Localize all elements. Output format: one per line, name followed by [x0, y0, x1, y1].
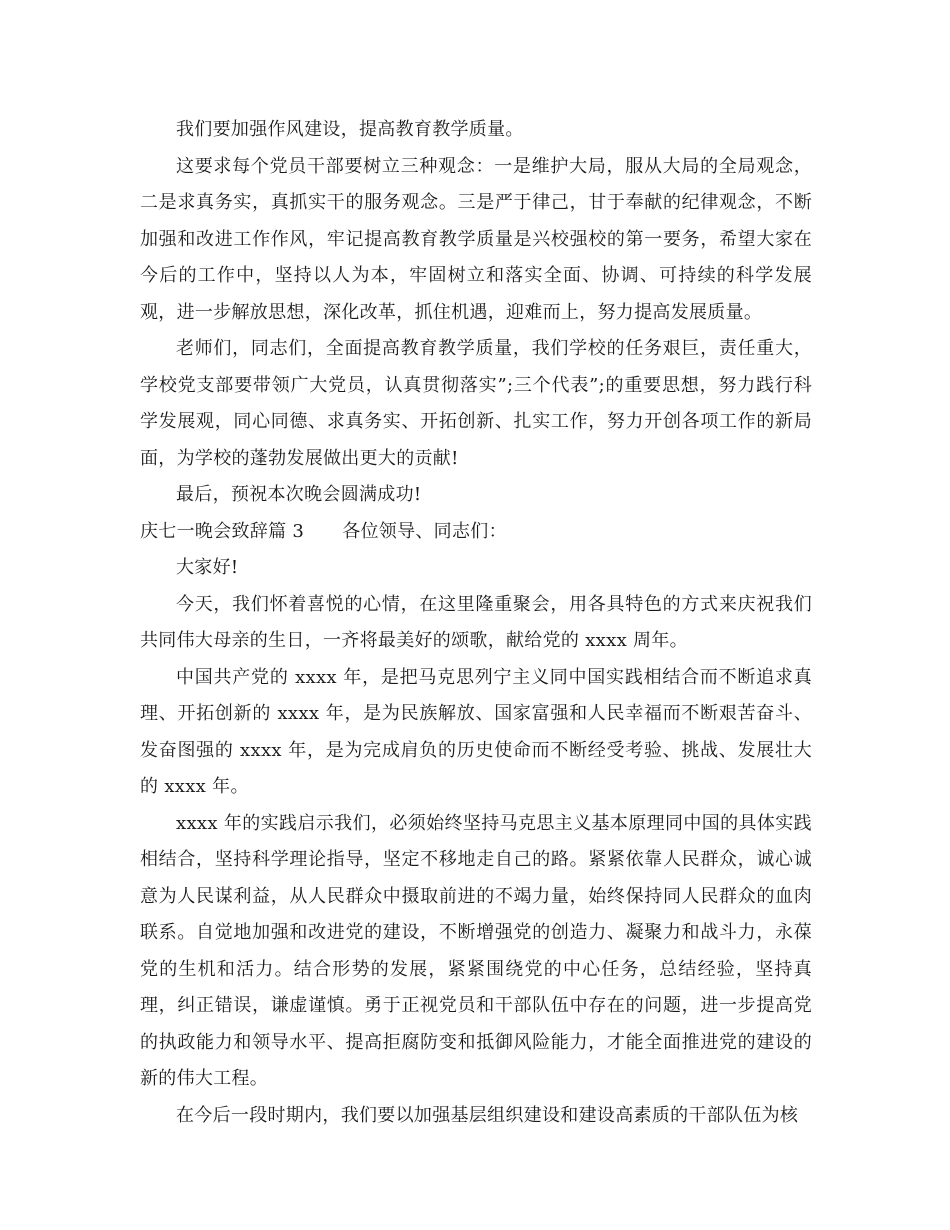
- paragraph: 这要求每个党员干部要树立三种观念：一是维护大局，服从大局的全局观念，二是求真务实，真抓实干的服务观念。三是严于律己，甘于奉献的纪律观念，不断加强和改进工作作风，牢记提高教育教学质量是兴校强校的第一要务，希望大家在今后的工作中，坚持以人为本，牢固树立和落实全面、协调、可持续的科学发展观，进一步解放思想，深化改革，抓住机遇，迎难而上，努力提高发展质量。: [140, 155, 812, 323]
- section-salutation: 各位领导、同志们：: [342, 520, 507, 542]
- paragraph: 大家好!: [176, 557, 239, 578]
- paragraph: xxxx 年的实践启示我们，必须始终坚持马克思主义基本原理同中国的具体实践相结合，坚持科学理论指导，坚定不移地走自己的路。紧紧依靠人民群众，诚心诚意为人民谋利益，从人民群众中摄取前进的不竭力量，始终保持同人民群众的血肉联系。自觉地加强和改进党的建设，不断增强党的创造力、凝聚力和战斗力，永葆党的生机和活力。结合形势的发展，紧紧围绕党的中心任务，总结经验，坚持真理，纠正错误，谦虚谨慎。勇于正视党员和干部队伍中存在的问题，进一步提高党的执政能力和领导水平、提高拒腐防变和抵御风险能力，才能全面推进党的建设的新的伟大工程。: [140, 812, 812, 1089]
- section-heading: [140, 514, 812, 551]
- paragraph: 我们要加强作风建设，提高教育教学质量。: [176, 119, 524, 140]
- paragraph: 今天，我们怀着喜悦的心情，在这里隆重聚会，用各具特色的方式来庆祝我们共同伟大母亲的生日，一齐将最美好的颂歌，献给党的 xxxx 周年。: [140, 593, 812, 651]
- paragraph: 在今后一段时期内，我们要以加强基层组织建设和建设高素质的干部队伍为核: [176, 1104, 799, 1126]
- paragraph: 中国共产党的 xxxx 年，是把马克思列宁主义同中国实践相结合而不断追求真理、开拓创新的 xxxx 年，是为民族解放、国家富强和人民幸福而不断艰苦奋斗、发奋图强的 xxxx 年，是为完成肩负的历史使命而不断经受考验、挑战、发展壮大的 xxxx 年。: [140, 666, 812, 797]
- section-title: 庆七一晚会致辞篇 3: [140, 520, 305, 542]
- document-body: [140, 112, 812, 1134]
- paragraph: 最后，预祝本次晚会圆满成功!: [176, 484, 422, 505]
- paragraph: 老师们，同志们，全面提高教育教学质量，我们学校的任务艰巨，责任重大，学校党支部要带领广大党员，认真贯彻落实”;三个代表”;的重要思想，努力践行科学发展观，同心同德、求真务实、开拓创新、扎实工作，努力开创各项工作的新局面，为学校的蓬勃发展做出更大的贡献!: [140, 338, 812, 469]
